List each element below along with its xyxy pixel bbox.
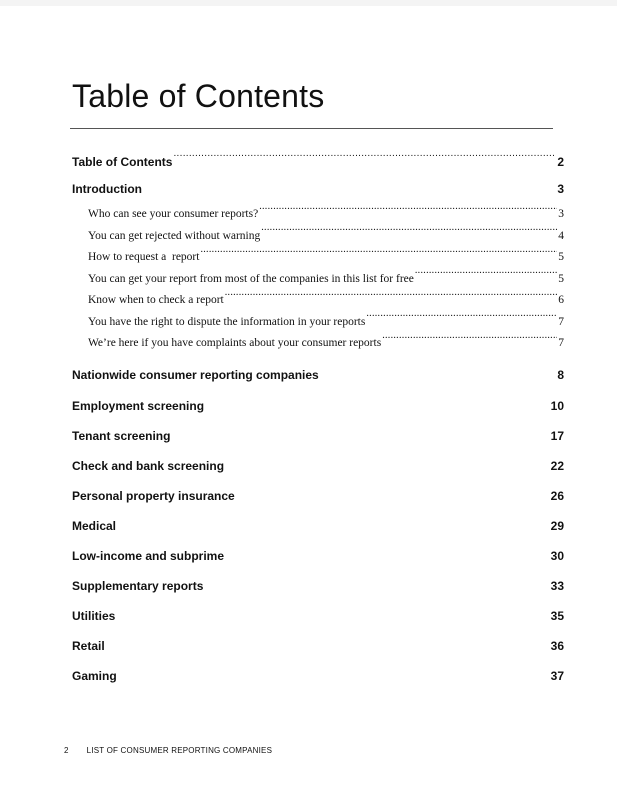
toc-entry-page: 3 bbox=[558, 208, 564, 220]
toc-entry-check-bank-screening[interactable] bbox=[72, 451, 564, 481]
toc-entry-label: Retail bbox=[72, 638, 105, 653]
toc-entry-personal-property-insurance[interactable] bbox=[72, 481, 564, 511]
toc-entry-label: You can get your report from most of the companies in this list for free bbox=[88, 272, 414, 285]
dot-leader bbox=[225, 458, 550, 470]
toc-entry-employment-screening[interactable] bbox=[72, 391, 564, 421]
dot-leader bbox=[236, 488, 550, 500]
dot-leader bbox=[171, 428, 549, 440]
toc-entry-introduction[interactable] bbox=[72, 174, 564, 204]
toc-entry-page: 37 bbox=[550, 668, 564, 683]
toc-entry-page: 35 bbox=[550, 608, 564, 623]
toc-entry-label: Gaming bbox=[72, 668, 117, 683]
dot-leader bbox=[320, 367, 557, 379]
toc-entry-label: Who can see your consumer reports? bbox=[88, 208, 259, 220]
table-of-contents bbox=[72, 150, 564, 691]
toc-subentry-when-to-check[interactable] bbox=[72, 290, 564, 312]
toc-entry-page: 7 bbox=[558, 337, 564, 349]
dot-leader bbox=[173, 154, 556, 166]
toc-entry-page: 22 bbox=[550, 458, 564, 473]
toc-entry-label: Tenant screening bbox=[72, 428, 171, 443]
footer-page-number: 2 bbox=[64, 746, 69, 755]
dot-leader bbox=[366, 313, 557, 325]
toc-entry-label: We’re here if you have complaints about your consumer reports bbox=[88, 337, 382, 349]
dot-leader bbox=[116, 608, 549, 620]
toc-entry-page: 30 bbox=[550, 548, 564, 563]
toc-entry-page: 29 bbox=[550, 518, 564, 533]
footer-title: LIST OF CONSUMER REPORTING COMPANIES bbox=[86, 746, 273, 755]
toc-entry-page: 10 bbox=[550, 398, 564, 413]
toc-subentry-who-can-see[interactable] bbox=[72, 204, 564, 226]
dot-leader bbox=[225, 292, 558, 304]
toc-entry-label: Introduction bbox=[72, 182, 142, 196]
toc-subentry-how-to-request[interactable] bbox=[72, 247, 564, 269]
toc-entry-page: 26 bbox=[550, 488, 564, 503]
dot-leader bbox=[205, 398, 550, 410]
toc-entry-label: Nationwide consumer reporting companies bbox=[72, 367, 319, 382]
toc-entry-page: 8 bbox=[557, 367, 564, 382]
toc-subentry-complaints[interactable] bbox=[72, 333, 564, 355]
toc-entry-label: Supplementary reports bbox=[72, 578, 204, 593]
toc-subentry-free-report[interactable] bbox=[72, 269, 564, 291]
toc-entry-medical[interactable] bbox=[72, 511, 564, 541]
dot-leader bbox=[259, 206, 557, 218]
toc-entry-label: Table of Contents bbox=[72, 155, 173, 169]
dot-leader bbox=[382, 335, 557, 347]
toc-entry-low-income-subprime[interactable] bbox=[72, 541, 564, 571]
dot-leader bbox=[261, 227, 557, 239]
toc-entry-utilities[interactable] bbox=[72, 601, 564, 631]
toc-entry-label: Low-income and subprime bbox=[72, 548, 225, 563]
toc-entry-label: You can get rejected without warning bbox=[88, 229, 261, 242]
dot-leader bbox=[118, 668, 550, 680]
page-title: Table of Contents bbox=[72, 78, 325, 114]
toc-entry-retail[interactable] bbox=[72, 631, 564, 661]
title-divider bbox=[70, 128, 553, 129]
toc-entry-label: Know when to check a report bbox=[88, 294, 224, 306]
dot-leader bbox=[106, 638, 550, 650]
toc-entry-page: 17 bbox=[550, 428, 564, 443]
toc-entry-label: Medical bbox=[72, 518, 117, 533]
toc-entry-label: Personal property insurance bbox=[72, 488, 235, 503]
toc-entry-label: Employment screening bbox=[72, 398, 205, 413]
dot-leader bbox=[204, 578, 549, 590]
toc-entry-page: 4 bbox=[558, 229, 564, 242]
dot-leader bbox=[117, 518, 550, 530]
toc-entry-label: Check and bank screening bbox=[72, 458, 225, 473]
toc-entry-page: 3 bbox=[557, 182, 564, 196]
toc-entry-page: 5 bbox=[558, 251, 564, 263]
toc-entry-page: 36 bbox=[550, 638, 564, 653]
toc-entry-page: 5 bbox=[558, 272, 564, 285]
dot-leader bbox=[415, 270, 557, 282]
document-page bbox=[0, 6, 617, 800]
toc-entry-gaming[interactable] bbox=[72, 661, 564, 691]
toc-entry-page: 2 bbox=[557, 155, 564, 169]
page-footer bbox=[64, 746, 272, 755]
dot-leader bbox=[200, 249, 557, 261]
toc-entry-label: You have the right to dispute the information in your reports bbox=[88, 315, 366, 328]
toc-subentry-rejected-without-warning[interactable] bbox=[72, 226, 564, 248]
toc-entry-page: 7 bbox=[558, 315, 564, 328]
toc-entry-label: Utilities bbox=[72, 608, 116, 623]
toc-entry-supplementary-reports[interactable] bbox=[72, 571, 564, 601]
toc-entry-nationwide[interactable] bbox=[72, 359, 564, 391]
toc-entry-table-of-contents[interactable] bbox=[72, 150, 564, 174]
toc-entry-page: 6 bbox=[558, 294, 564, 306]
dot-leader bbox=[143, 181, 556, 193]
toc-entry-page: 33 bbox=[550, 578, 564, 593]
toc-entry-label: How to request a report bbox=[88, 251, 200, 263]
toc-entry-tenant-screening[interactable] bbox=[72, 421, 564, 451]
dot-leader bbox=[225, 548, 550, 560]
toc-subentry-right-to-dispute[interactable] bbox=[72, 312, 564, 334]
